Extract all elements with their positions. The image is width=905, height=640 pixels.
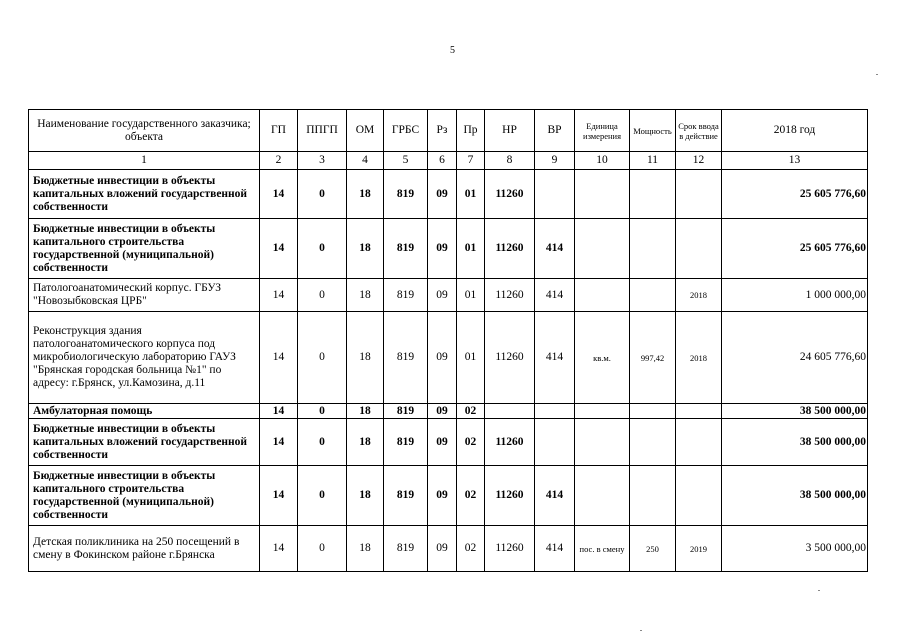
table-row xyxy=(29,170,868,219)
table-row xyxy=(29,419,868,466)
vr-cell: 414 xyxy=(535,526,575,572)
pr-cell: 02 xyxy=(457,526,485,572)
gp-cell: 14 xyxy=(260,526,298,572)
rz-cell: 09 xyxy=(428,170,457,219)
rz-cell: 09 xyxy=(428,526,457,572)
unit-cell: кв.м. xyxy=(575,312,630,404)
unit-cell xyxy=(575,419,630,466)
scan-speck xyxy=(640,630,642,631)
pr-cell: 02 xyxy=(457,419,485,466)
unit-cell: пос. в смену xyxy=(575,526,630,572)
grbs-cell: 819 xyxy=(384,526,428,572)
page-number: 5 xyxy=(450,45,455,56)
pr-cell: 01 xyxy=(457,279,485,312)
header-cell: Рз xyxy=(428,110,457,152)
table-row xyxy=(29,219,868,279)
header-cell: Пр xyxy=(457,110,485,152)
vr-cell xyxy=(535,170,575,219)
table-row xyxy=(29,466,868,526)
column-number: 5 xyxy=(384,152,428,170)
object-name-cell: Бюджетные инвестиции в объекты капитального строительства государственной (муниципальной) собственности xyxy=(29,466,260,526)
gp-cell: 14 xyxy=(260,466,298,526)
header-cell: Единица измерения xyxy=(575,110,630,152)
rz-cell: 09 xyxy=(428,219,457,279)
grbs-cell: 819 xyxy=(384,279,428,312)
unit-cell xyxy=(575,170,630,219)
capacity-cell xyxy=(630,404,676,419)
term-cell xyxy=(676,419,722,466)
rz-cell: 09 xyxy=(428,404,457,419)
table-row xyxy=(29,526,868,572)
term-cell xyxy=(676,404,722,419)
header-cell: ОМ xyxy=(347,110,384,152)
om-cell: 18 xyxy=(347,219,384,279)
nr-cell xyxy=(485,404,535,419)
capacity-cell xyxy=(630,170,676,219)
column-number: 1 xyxy=(29,152,260,170)
table-row xyxy=(29,312,868,404)
rz-cell: 09 xyxy=(428,466,457,526)
table-row xyxy=(29,404,868,419)
rz-cell: 09 xyxy=(428,419,457,466)
rz-cell: 09 xyxy=(428,279,457,312)
header-cell: Срок ввода в действие xyxy=(676,110,722,152)
column-number: 11 xyxy=(630,152,676,170)
header-cell: Наименование государственного заказчика; объекта xyxy=(29,110,260,152)
object-name-cell: Амбулаторная помощь xyxy=(29,404,260,419)
header-cell: Мощность xyxy=(630,110,676,152)
nr-cell: 11260 xyxy=(485,219,535,279)
nr-cell: 11260 xyxy=(485,466,535,526)
unit-cell xyxy=(575,279,630,312)
amount-cell: 24 605 776,60 xyxy=(722,312,868,404)
gp-cell: 14 xyxy=(260,219,298,279)
column-number: 10 xyxy=(575,152,630,170)
amount-cell: 3 500 000,00 xyxy=(722,526,868,572)
capacity-cell: 997,42 xyxy=(630,312,676,404)
table-header-row xyxy=(29,110,868,152)
object-name-cell: Бюджетные инвестиции в объекты капитальных вложений государственной собственности xyxy=(29,419,260,466)
unit-cell xyxy=(575,404,630,419)
unit-cell xyxy=(575,466,630,526)
om-cell: 18 xyxy=(347,466,384,526)
column-number: 4 xyxy=(347,152,384,170)
nr-cell: 11260 xyxy=(485,279,535,312)
capacity-cell xyxy=(630,466,676,526)
amount-cell: 1 000 000,00 xyxy=(722,279,868,312)
object-name-cell: Детская поликлиника на 250 посещений в смену в Фокинском районе г.Брянска xyxy=(29,526,260,572)
table-body xyxy=(29,170,868,572)
vr-cell xyxy=(535,419,575,466)
ppgp-cell: 0 xyxy=(298,279,347,312)
pr-cell: 02 xyxy=(457,466,485,526)
om-cell: 18 xyxy=(347,526,384,572)
nr-cell: 11260 xyxy=(485,419,535,466)
unit-cell xyxy=(575,219,630,279)
column-number: 12 xyxy=(676,152,722,170)
amount-cell: 25 605 776,60 xyxy=(722,219,868,279)
object-name-cell: Реконструкция здания патологоанатомического корпуса под микробиологическую лабораторию ГАУЗ "Брянская городская больница №1" по адресу: г.Брянск, ул.Камозина, д.11 xyxy=(29,312,260,404)
header-cell: ГРБС xyxy=(384,110,428,152)
gp-cell: 14 xyxy=(260,279,298,312)
column-number-row xyxy=(29,152,868,170)
om-cell: 18 xyxy=(347,312,384,404)
vr-cell: 414 xyxy=(535,219,575,279)
nr-cell: 11260 xyxy=(485,170,535,219)
header-cell: 2018 год xyxy=(722,110,868,152)
om-cell: 18 xyxy=(347,404,384,419)
header-cell: ГП xyxy=(260,110,298,152)
budget-table xyxy=(28,109,868,572)
scan-speck xyxy=(818,590,820,591)
grbs-cell: 819 xyxy=(384,312,428,404)
om-cell: 18 xyxy=(347,170,384,219)
capacity-cell xyxy=(630,279,676,312)
column-number: 7 xyxy=(457,152,485,170)
capacity-cell xyxy=(630,219,676,279)
grbs-cell: 819 xyxy=(384,170,428,219)
object-name-cell: Патологоанатомический корпус. ГБУЗ "Новозыбковская ЦРБ" xyxy=(29,279,260,312)
header-cell: НР xyxy=(485,110,535,152)
grbs-cell: 819 xyxy=(384,466,428,526)
term-cell xyxy=(676,466,722,526)
grbs-cell: 819 xyxy=(384,419,428,466)
om-cell: 18 xyxy=(347,419,384,466)
term-cell: 2018 xyxy=(676,279,722,312)
gp-cell: 14 xyxy=(260,312,298,404)
vr-cell: 414 xyxy=(535,279,575,312)
gp-cell: 14 xyxy=(260,404,298,419)
object-name-cell: Бюджетные инвестиции в объекты капитального строительства государственной (муниципальной) собственности xyxy=(29,219,260,279)
amount-cell: 25 605 776,60 xyxy=(722,170,868,219)
ppgp-cell: 0 xyxy=(298,219,347,279)
ppgp-cell: 0 xyxy=(298,404,347,419)
pr-cell: 01 xyxy=(457,312,485,404)
column-number: 3 xyxy=(298,152,347,170)
capacity-cell xyxy=(630,419,676,466)
capacity-cell: 250 xyxy=(630,526,676,572)
ppgp-cell: 0 xyxy=(298,312,347,404)
object-name-cell: Бюджетные инвестиции в объекты капитальных вложений государственной собственности xyxy=(29,170,260,219)
nr-cell: 11260 xyxy=(485,526,535,572)
column-number: 6 xyxy=(428,152,457,170)
header-cell: ППГП xyxy=(298,110,347,152)
column-number: 13 xyxy=(722,152,868,170)
table-row xyxy=(29,279,868,312)
ppgp-cell: 0 xyxy=(298,526,347,572)
column-number: 8 xyxy=(485,152,535,170)
vr-cell: 414 xyxy=(535,466,575,526)
vr-cell xyxy=(535,404,575,419)
ppgp-cell: 0 xyxy=(298,170,347,219)
pr-cell: 02 xyxy=(457,404,485,419)
term-cell xyxy=(676,219,722,279)
ppgp-cell: 0 xyxy=(298,419,347,466)
term-cell xyxy=(676,170,722,219)
ppgp-cell: 0 xyxy=(298,466,347,526)
term-cell: 2019 xyxy=(676,526,722,572)
gp-cell: 14 xyxy=(260,170,298,219)
grbs-cell: 819 xyxy=(384,404,428,419)
amount-cell: 38 500 000,00 xyxy=(722,419,868,466)
nr-cell: 11260 xyxy=(485,312,535,404)
rz-cell: 09 xyxy=(428,312,457,404)
column-number: 2 xyxy=(260,152,298,170)
term-cell: 2018 xyxy=(676,312,722,404)
gp-cell: 14 xyxy=(260,419,298,466)
pr-cell: 01 xyxy=(457,170,485,219)
amount-cell: 38 500 000,00 xyxy=(722,404,868,419)
scan-speck xyxy=(876,74,878,75)
grbs-cell: 819 xyxy=(384,219,428,279)
column-number: 9 xyxy=(535,152,575,170)
om-cell: 18 xyxy=(347,279,384,312)
header-cell: ВР xyxy=(535,110,575,152)
amount-cell: 38 500 000,00 xyxy=(722,466,868,526)
vr-cell: 414 xyxy=(535,312,575,404)
pr-cell: 01 xyxy=(457,219,485,279)
